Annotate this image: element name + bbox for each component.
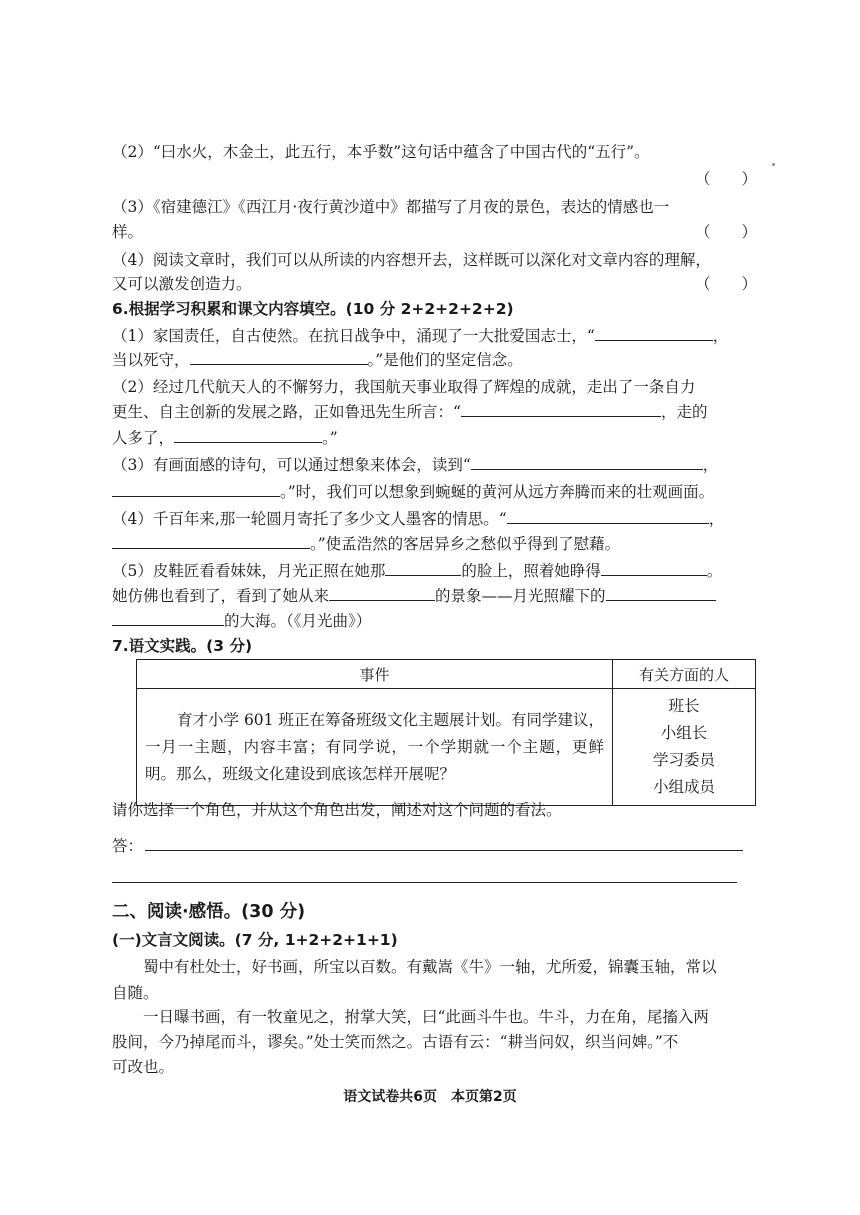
passage-text: 一日曝书画，有一牧童见之，拊掌大笑，曰“此画斗牛也。牛斗，力在角，尾搐入两: [143, 1008, 709, 1026]
judgement-item-4-cont: [112, 272, 757, 296]
q6-item-1-cont: [112, 348, 757, 372]
punctuation: 。”: [322, 429, 338, 447]
role-group-member: 小组成员: [652, 778, 715, 796]
fill-blank[interactable]: [112, 480, 280, 497]
judgement-item-3-text: （3）《宿建德江》《西江月·夜行黄沙道中》都描写了月夜的景色，表达的情感也一: [112, 198, 670, 216]
scan-speck: [772, 163, 775, 166]
punctuation: 。: [706, 562, 723, 580]
q6-item-2: [112, 375, 757, 399]
fill-blank[interactable]: [595, 324, 713, 341]
classical-reading-title: (一)文言文阅读。(7 分, 1+2+2+1+1): [112, 931, 398, 949]
passage-text: 蜀中有杜处士，好书画，所宝以百数。有戴嵩《牛》一轴，尤所爱，锦囊玉轴，常以: [143, 958, 717, 976]
judgement-item-2: [112, 140, 757, 164]
q6-item-5-text: （5）皮鞋匠看看妹妹，月光正照在她那: [112, 562, 386, 580]
q6-item-3-text: 。”时，我们可以想象到蜿蜒的黄河从远方奔腾而来的壮观画面。: [280, 483, 715, 501]
event-description: [137, 689, 613, 806]
q6-item-4-text: （4）千百年来,那一轮圆月寄托了多少文人墨客的情思。“: [112, 510, 507, 528]
q6-item-5-text: 她仿佛也看到了，看到了她从来: [112, 587, 330, 605]
fill-blank[interactable]: [385, 559, 461, 576]
answer-parenthesis[interactable]: （ ）: [694, 275, 757, 293]
q6-item-4: [112, 507, 757, 531]
fill-blank[interactable]: [471, 453, 703, 470]
judgement-item-3: [112, 195, 757, 219]
judgement-item-3-text-cont: 样。: [112, 223, 144, 241]
role-study-committee: 学习委员: [652, 751, 715, 769]
passage-paragraph-2: [112, 1005, 757, 1029]
fill-blank[interactable]: [329, 584, 435, 601]
q6-item-2-text: （2）经过几代航天人的不懈努力，我国航天事业取得了辉煌的成就，走出了一条自力: [112, 378, 696, 396]
passage-paragraph-2-cont2: 可改也。: [112, 1058, 175, 1076]
answer-label: 答：: [112, 837, 144, 855]
role-monitor: 班长: [668, 697, 700, 715]
q6-item-2-text: ，走的: [660, 403, 708, 421]
q6-item-5-text: 的大海。（《月光曲》）: [224, 612, 372, 630]
judgement-item-4-text-cont: 又可以激发创造力。: [112, 275, 252, 293]
q7-table: [136, 659, 756, 806]
q7-title: 7.语文实践。(3 分): [112, 637, 253, 655]
q6-item-3-cont: [112, 480, 757, 504]
q6-title: 6.根据学习积累和课文内容填空。(10 分 2+2+2+2+2): [112, 300, 514, 318]
q6-item-2-text: 人多了，: [112, 429, 175, 447]
fill-blank[interactable]: [606, 584, 716, 601]
fill-blank[interactable]: [112, 532, 310, 549]
table-header-row: [137, 660, 756, 689]
q6-item-5-cont: [112, 584, 757, 608]
punctuation: ，: [702, 456, 719, 474]
fill-blank[interactable]: [601, 559, 707, 576]
fill-blank[interactable]: [507, 507, 709, 524]
page-footer: 语文试卷共6页 本页第2页: [343, 1089, 517, 1105]
q6-item-1-text: 当以死守，: [112, 351, 190, 369]
q6-item-3: [112, 453, 757, 477]
fill-blank[interactable]: [174, 426, 322, 443]
q6-item-2-text: 更生、自主创新的发展之路，正如鲁迅先生所言：“: [112, 403, 461, 421]
judgement-item-2-text: （2）“曰水火，木金土，此五行，本乎数”这句话中蕴含了中国古代的“五行”。: [112, 143, 650, 161]
answer-line[interactable]: [112, 882, 737, 883]
q6-item-5-text: 的景象——月光照耀下的: [435, 587, 606, 605]
q6-item-1-text: 。”是他们的坚定信念。: [367, 351, 523, 369]
passage-paragraph-1-cont: 自随。: [112, 984, 159, 1002]
q6-item-1-text: （1）家国责任，自古使然。在抗日战争中，涌现了一大批爱国志士，“: [112, 327, 595, 345]
passage-paragraph-2-cont: 股间，今乃掉尾而斗，谬矣。”处士笑而然之。古语有云：“耕当问奴，织当问婢。”不: [112, 1033, 679, 1051]
passage-paragraph-1: [112, 955, 757, 979]
punctuation: ，: [712, 327, 729, 345]
punctuation: ，: [708, 510, 725, 528]
q6-item-5: [112, 559, 757, 583]
fill-blank[interactable]: [190, 348, 368, 365]
q6-item-2-cont2: [112, 426, 757, 450]
q6-item-5-text: 的脸上，照着她睁得: [461, 562, 601, 580]
q7-prompt: 请你选择一个角色，并从这个角色出发，阐述对这个问题的看法。: [112, 801, 562, 819]
role-group-leader: 小组长: [660, 724, 708, 742]
answer-parenthesis[interactable]: （ ）: [694, 223, 757, 241]
q6-item-5-cont2: [112, 609, 757, 633]
table-header-event: 事件: [137, 660, 613, 689]
judgement-item-3-cont: [112, 220, 757, 244]
judgement-item-2-answer: [112, 167, 757, 191]
event-text: 育才小学 601 班正在筹备班级文化主题展计划。有同学建议，一月一主题，内容丰富；有同学说，一个学期就一个主题，更鲜明。那么，班级文化建设到底该怎样开展呢？: [145, 710, 604, 783]
q6-item-3-text: （3）有画面感的诗句，可以通过想象来体会，读到“: [112, 456, 471, 474]
answer-line[interactable]: [145, 850, 743, 851]
roles-cell: [613, 689, 756, 806]
table-header-people: 有关方面的人: [613, 660, 756, 689]
q6-item-4-text: 。”使孟浩然的客居异乡之愁似乎得到了慰藉。: [310, 535, 621, 553]
fill-blank[interactable]: [112, 609, 224, 626]
judgement-item-4-text: （4）阅读文章时，我们可以从所读的内容想开去，这样既可以深化对文章内容的理解，: [112, 251, 711, 269]
fill-blank[interactable]: [461, 400, 661, 417]
section-2-title: 二、阅读·感悟。(30 分): [112, 902, 306, 922]
q6-item-1: [112, 324, 757, 348]
q6-item-4-cont: [112, 532, 757, 556]
q6-item-2-cont: [112, 400, 757, 424]
judgement-item-4: [112, 248, 757, 272]
answer-parenthesis[interactable]: （ ）: [694, 170, 757, 188]
table-row: [137, 689, 756, 806]
